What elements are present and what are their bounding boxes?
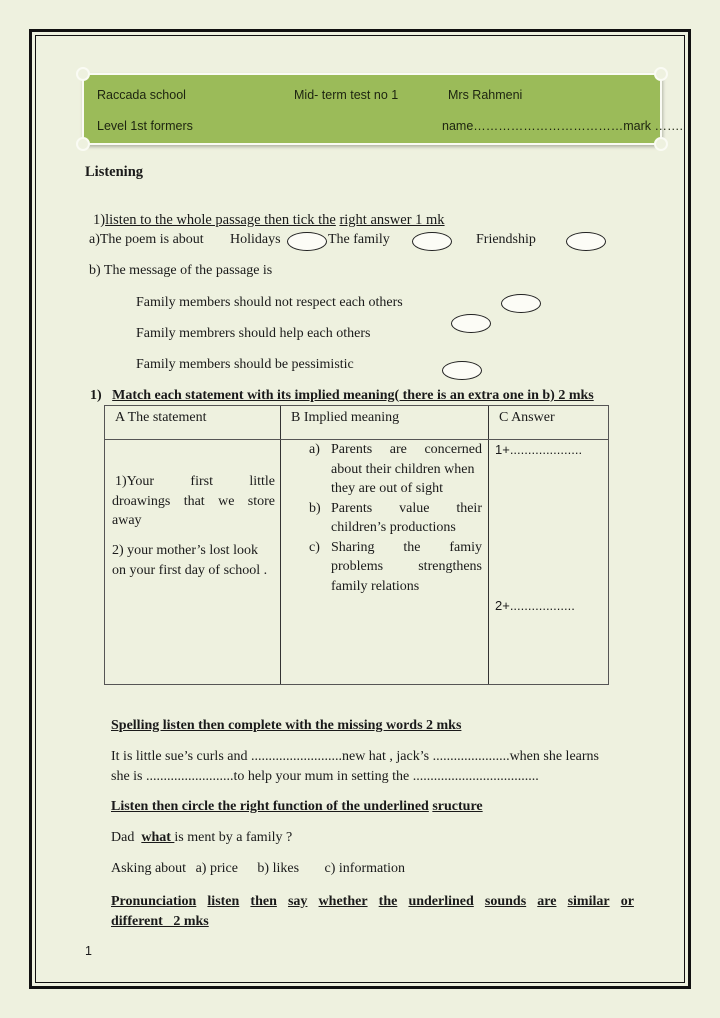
q1b-option-3: Family members should be pessimistic [136, 357, 354, 372]
statement-line: on your first day of school . [112, 562, 268, 578]
sentence-part: is ment by a family ? [174, 830, 293, 845]
q2-instruction-text: Match each statement with its implied meaning( there is an extra one in b) 2 mks [112, 388, 594, 403]
q1-instruction-part2: right answer 1 mk [339, 212, 445, 228]
answer-1[interactable]: 1+.................... [495, 442, 583, 457]
page-number: 1 [85, 944, 92, 958]
q1a-tick-oval-holidays[interactable] [287, 232, 327, 251]
header-implied-meaning: B Implied meaning [291, 410, 400, 425]
word: little [249, 474, 275, 489]
word: listen [207, 894, 240, 909]
word: concerned [424, 442, 482, 457]
meaning-line: children’s productions [331, 520, 456, 535]
word: Parents [331, 442, 373, 457]
word: famiy [449, 539, 482, 555]
table-divider [488, 406, 489, 684]
school-name: Raccada school [97, 88, 186, 102]
q1-number: 1) [93, 212, 106, 228]
statement-2 [112, 541, 275, 580]
statement-line: 2) your mother’s lost look [112, 543, 258, 558]
q1a-option-friendship: Friendship [476, 232, 536, 247]
q1b-prompt: b) The message of the passage is [89, 263, 273, 278]
list-marker: b) [309, 500, 321, 516]
sentence-part: Dad [111, 830, 138, 845]
option-information[interactable]: c) information [324, 861, 406, 876]
word: are [537, 894, 557, 909]
spelling-line-1[interactable]: It is little sue’s curls and ..........................new hat , jack’s ......................when she learns [111, 749, 599, 764]
word: droawings [112, 493, 171, 509]
word: strengthens [418, 559, 482, 574]
function-prompt: Asking about [111, 861, 187, 876]
word: underlined [408, 894, 474, 909]
function-sentence [111, 830, 292, 846]
function-title-part2: sructure [432, 799, 483, 814]
word: problems [331, 559, 384, 574]
word: the [403, 539, 421, 555]
table-divider [280, 406, 281, 684]
word: store [247, 493, 275, 509]
banner-corner [76, 137, 90, 151]
word: that [183, 493, 205, 509]
meaning-c [309, 538, 482, 597]
header-banner [82, 73, 683, 145]
test-title: Mid- term test no 1 [294, 88, 399, 102]
word: Pronunciation [111, 894, 197, 909]
word: 1)Your [115, 474, 155, 489]
q1a-tick-oval-friendship[interactable] [566, 232, 606, 251]
spelling-title: Spelling listen then complete with the missing words 2 mks [111, 718, 462, 733]
spelling-line-2[interactable]: she is .........................to help your mum in setting the .................................... [111, 768, 539, 784]
banner-corner [654, 137, 668, 151]
option-likes[interactable]: b) likes [257, 861, 300, 876]
statement-line: away [112, 513, 142, 528]
word: the [378, 894, 398, 909]
list-marker: c) [309, 539, 320, 555]
q1b-tick-oval-1[interactable] [501, 294, 541, 313]
function-title [111, 799, 483, 815]
level-label: Level 1st formers [97, 119, 193, 133]
word: then [250, 894, 277, 909]
spelling-exercise [111, 747, 634, 786]
q2-number: 1) [90, 388, 102, 403]
q1-instruction [93, 212, 445, 229]
word: their [456, 500, 482, 516]
pronunciation-title [111, 892, 634, 931]
header-statement: A The statement [115, 410, 207, 425]
header-answer: C Answer [499, 410, 555, 425]
meaning-line: they are out of sight [331, 481, 443, 496]
option-price[interactable]: a) price [195, 861, 238, 876]
word: whether [318, 894, 368, 909]
word: Parents [331, 500, 373, 516]
function-title-part1: Listen then circle the right function of the underlined [111, 799, 429, 814]
banner-corner [654, 67, 668, 81]
section-title-listening: Listening [85, 164, 144, 180]
q2-instruction [90, 388, 594, 404]
q1b-option-2: Family membrers should help each others [136, 326, 371, 341]
word: say [287, 894, 308, 909]
teacher-name: Mrs Rahmeni [448, 88, 523, 102]
underlined-structure: what [141, 830, 175, 845]
meanings-list [309, 440, 482, 596]
answer-2[interactable]: 2+.................. [495, 598, 575, 613]
q1b-tick-oval-2[interactable] [451, 314, 491, 333]
q1b-tick-oval-3[interactable] [442, 361, 482, 380]
name-mark-field[interactable]: name………………………………mark ……. [442, 119, 683, 133]
list-marker: a) [309, 442, 320, 457]
q1a-option-holidays: Holidays [230, 232, 281, 247]
q1a-tick-oval-family[interactable] [412, 232, 452, 251]
q1b-option-1: Family members should not respect each others [136, 295, 403, 310]
q1a-prompt: a)The poem is about [89, 232, 204, 247]
q1a-option-family: The family [328, 232, 390, 247]
meaning-a [309, 440, 482, 499]
meaning-b [309, 499, 482, 538]
pronunciation-line-1 [111, 892, 634, 912]
meaning-line: about their children when [331, 461, 475, 477]
word: we [218, 493, 235, 509]
q1-instruction-part1: listen to the whole passage then tick the [105, 212, 336, 228]
word: first [190, 474, 213, 489]
meaning-line: family relations [331, 578, 420, 594]
pronunciation-line-2: different 2 mks [111, 913, 209, 929]
word: sounds [484, 894, 527, 909]
word: similar [567, 894, 610, 909]
word: or [620, 894, 634, 909]
word: Sharing [331, 539, 375, 555]
banner-corner [76, 67, 90, 81]
statement-1 [112, 472, 275, 531]
word: are [389, 442, 407, 457]
match-table [104, 405, 609, 685]
function-options [111, 861, 405, 877]
word: value [399, 500, 430, 516]
